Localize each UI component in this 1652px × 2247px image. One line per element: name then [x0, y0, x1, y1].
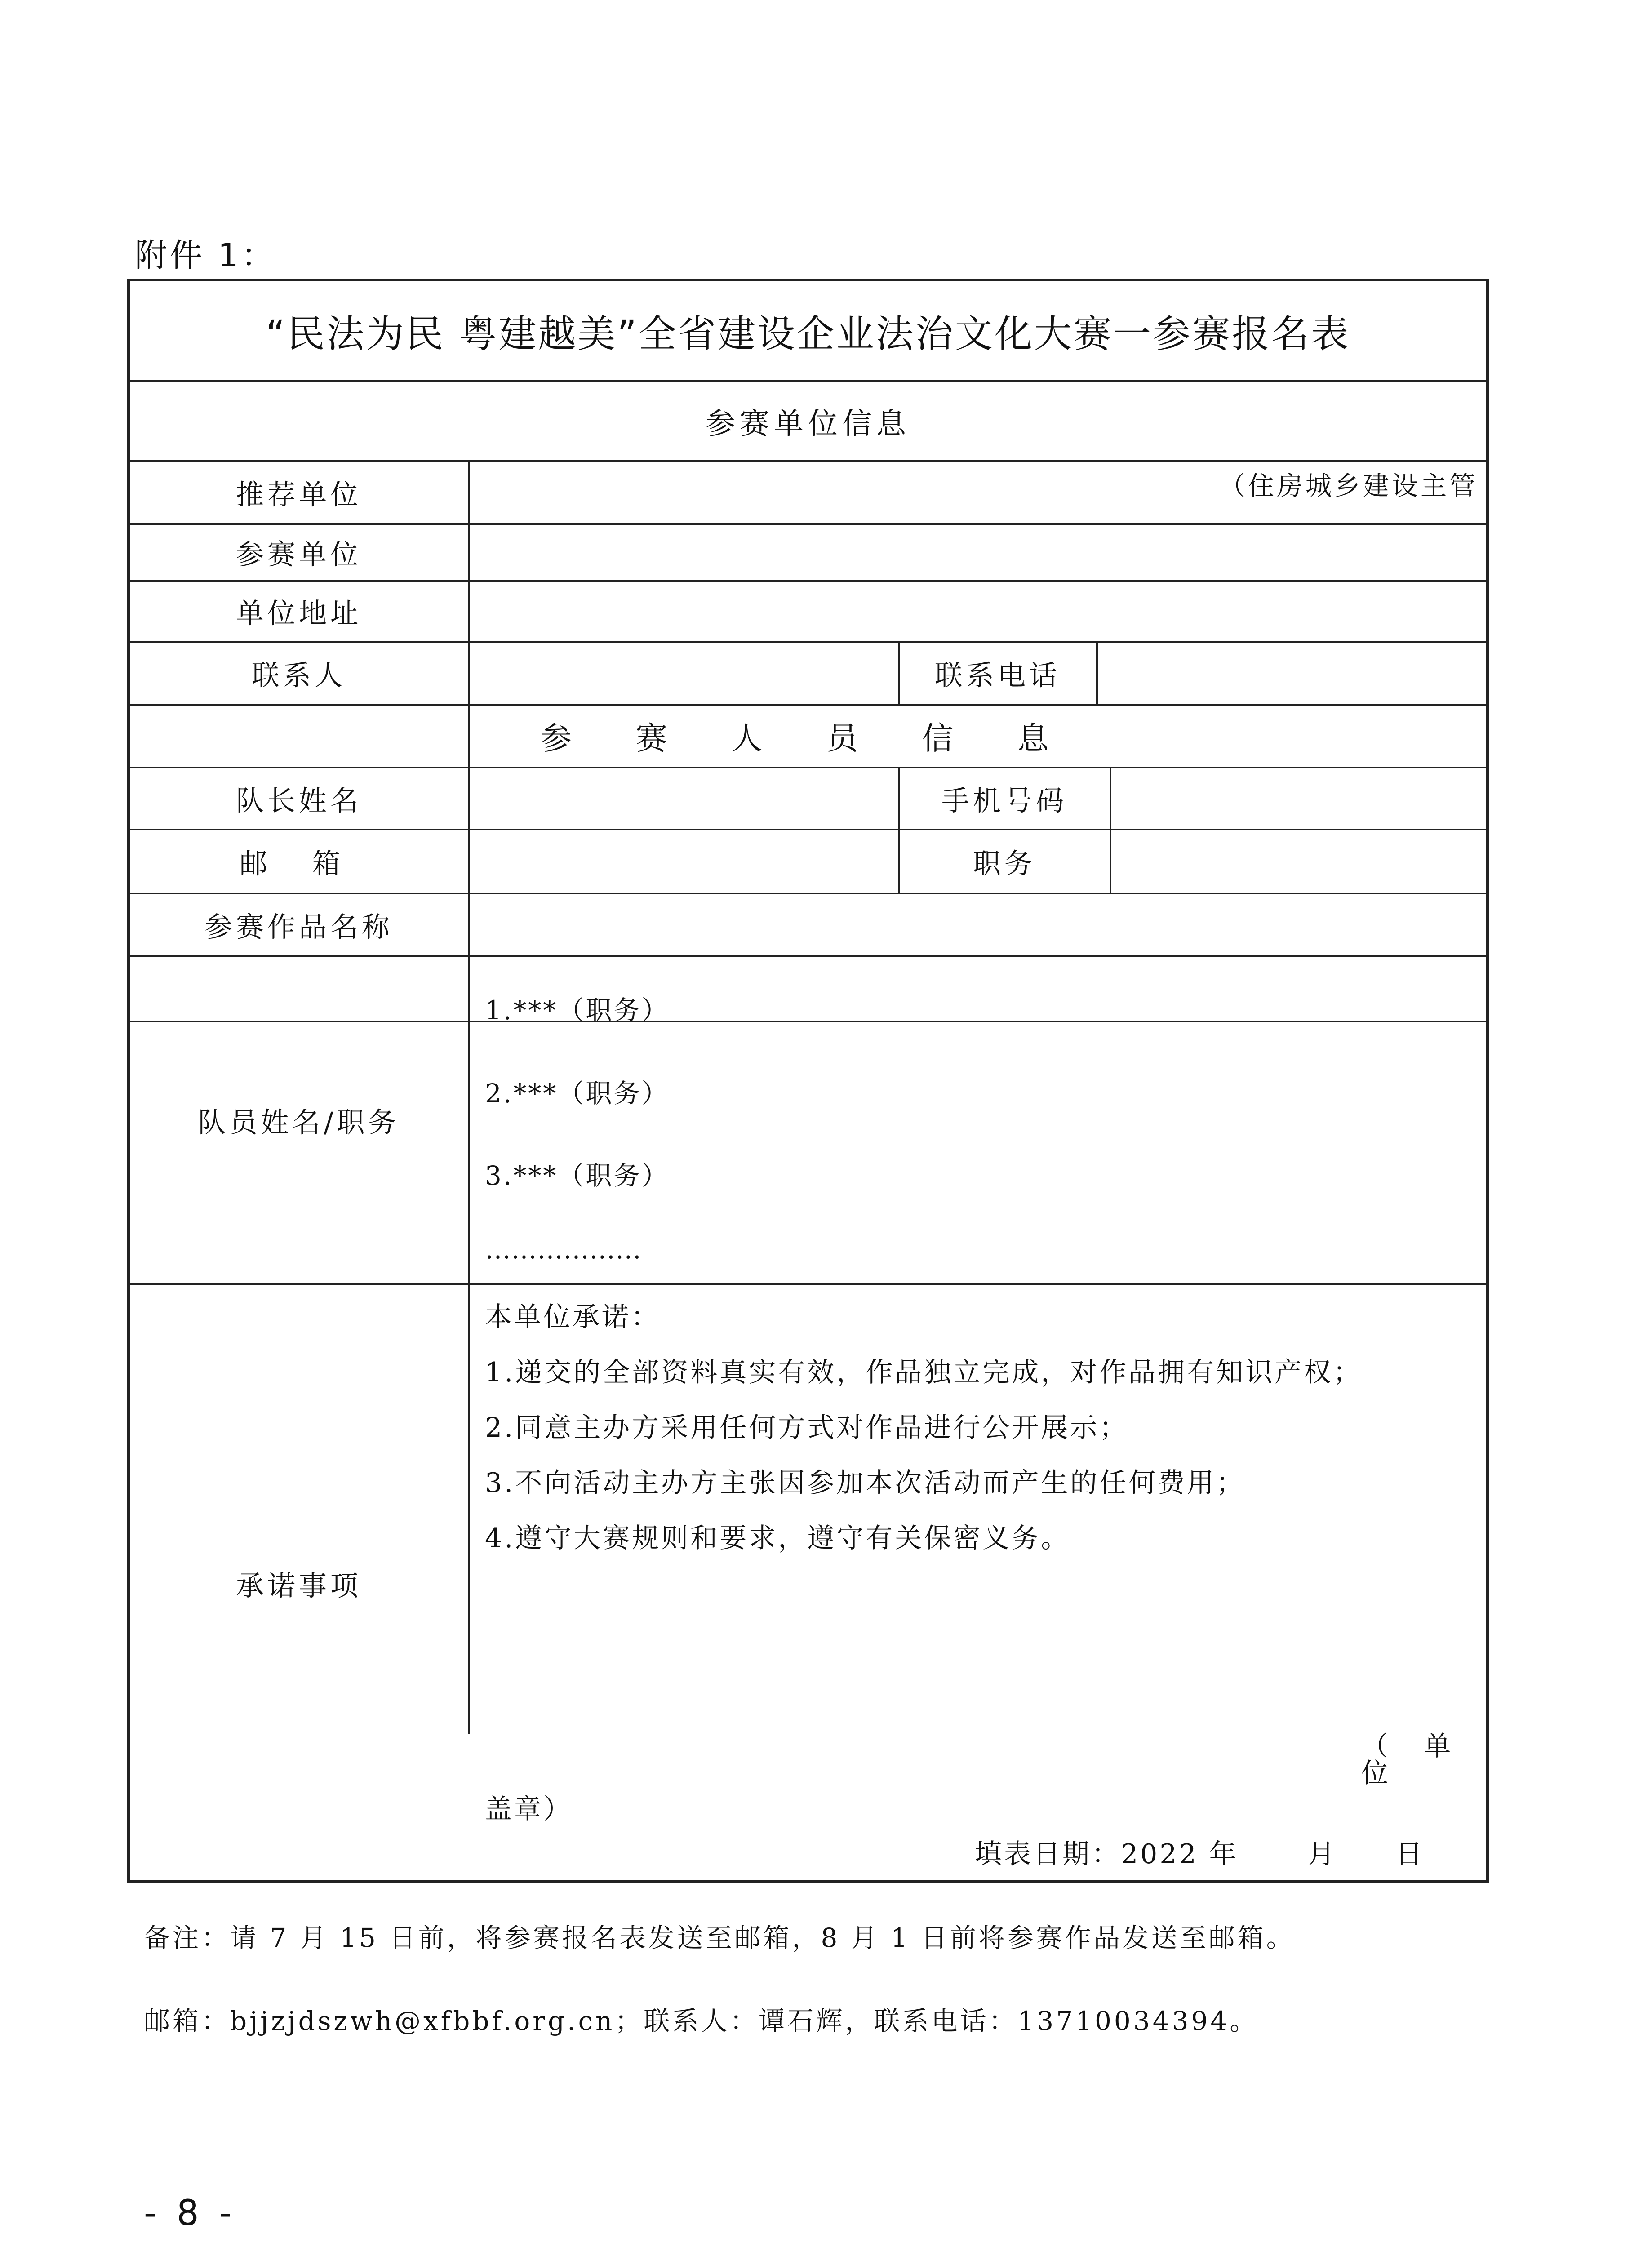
divider	[1096, 641, 1098, 704]
work-title-label: 参赛作品名称	[204, 910, 393, 943]
captain-name-label: 队长姓名	[235, 784, 362, 817]
recommend-unit-hint: （住房城乡建设主管	[1219, 471, 1478, 501]
member-item: 2.***（职务）	[485, 1078, 670, 1109]
member-item: ………………	[485, 1234, 641, 1265]
pledge-item: 3.不向活动主办方主张因参加本次活动而产生的任何费用；	[485, 1467, 1246, 1499]
position-label: 职务	[973, 847, 1036, 880]
member-item: 1.***（职务）	[485, 995, 670, 1026]
entry-unit-label: 参赛单位	[235, 538, 362, 571]
seal-note: （ 单 位	[1361, 1731, 1465, 1789]
recommend-unit-label: 推荐单位	[235, 478, 362, 511]
fill-date: 填表日期：2022 年 月 日	[975, 1838, 1425, 1870]
member-item: 3.***（职务）	[485, 1160, 670, 1191]
seal-note-cont: 盖章）	[485, 1794, 573, 1825]
page-number: - 8 -	[144, 2193, 236, 2234]
contact-label: 联系人	[251, 658, 346, 692]
contact-phone-label: 联系电话	[934, 658, 1061, 692]
email-label: 邮 箱	[240, 847, 358, 880]
form-title: “民法为民 粤建越美”全省建设企业法治文化大赛一参赛报名表	[266, 311, 1350, 356]
attachment-label: 附件 1：	[135, 236, 276, 274]
pledge-intro: 本单位承诺：	[485, 1301, 660, 1333]
unit-address-label: 单位地址	[235, 597, 362, 630]
mobile-label: 手机号码	[941, 784, 1067, 817]
divider	[468, 460, 470, 1734]
note-deadline: 备注：请 7 月 15 日前，将参赛报名表发送至邮箱，8 月 1 日前将参赛作品发送至邮箱。	[144, 1923, 1295, 1953]
pledge-item: 1.递交的全部资料真实有效，作品独立完成，对作品拥有知识产权；	[485, 1357, 1363, 1388]
pledge-item: 4.遵守大赛规则和要求，遵守有关保密义务。	[485, 1523, 1070, 1554]
section-unit-title: 参赛单位信息	[706, 406, 910, 441]
note-contact: 邮箱：bjjzjdszwh@xfbbf.org.cn；联系人：谭石辉，联系电话：13710034394。	[144, 2006, 1259, 2036]
divider	[1110, 767, 1111, 893]
pledge-item: 2.同意主办方采用任何方式对作品进行公开展示；	[485, 1412, 1129, 1443]
members-label: 队员姓名/职务	[198, 1106, 400, 1139]
registration-form	[127, 279, 1489, 1883]
section-people-title: 参 赛 人 员 信 息	[540, 719, 1076, 757]
pledge-label: 承诺事项	[235, 1569, 362, 1602]
